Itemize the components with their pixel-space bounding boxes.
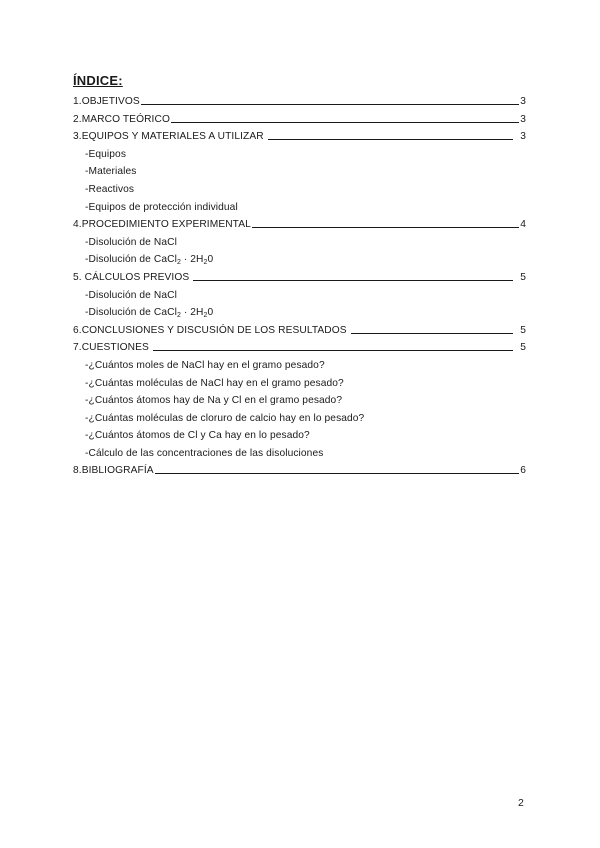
toc-entry-page: 6 (520, 465, 526, 477)
formula-text: 0 (207, 307, 214, 319)
toc-subentry-disolucion-cacl2[interactable] (73, 304, 526, 322)
toc-leader-line (252, 216, 519, 228)
toc-leader-line (351, 322, 514, 334)
toc-subentry-question[interactable]: -¿Cuántas moléculas de cloruro de calcio hay en lo pesado? (85, 412, 365, 424)
formula-text: 0 (207, 254, 214, 266)
toc-entry-marco-teorico[interactable] (73, 111, 526, 129)
toc-leader-line (153, 339, 513, 351)
toc-subentry-disolucion-cacl2[interactable] (73, 251, 526, 269)
toc-entry-label: 4.PROCEDIMIENTO EXPERIMENTAL (73, 219, 251, 231)
toc-subentry-reactivos[interactable]: -Reactivos (85, 183, 135, 195)
toc-entry-objetivos[interactable] (73, 93, 526, 111)
toc-leader-line (141, 93, 519, 105)
formula-text: -Disolución de CaCl (85, 307, 177, 319)
formula-subscript: 2 (203, 259, 208, 267)
formula-subscript: 2 (176, 312, 181, 320)
toc-leader-line (155, 462, 520, 474)
toc-entry-label: 5. CÁLCULOS PREVIOS (73, 271, 190, 283)
toc-subentry-disolucion-nacl[interactable]: -Disolución de NaCl (85, 289, 177, 301)
toc-subentry-epi[interactable]: -Equipos de protección individual (85, 201, 238, 213)
toc-entry-page: 3 (520, 131, 526, 143)
formula-text: · 2H (180, 307, 204, 319)
toc-leader-line (268, 128, 514, 140)
formula-subscript: 2 (203, 312, 208, 320)
toc-entry-bibliografia[interactable] (73, 462, 526, 480)
toc-subentry-question[interactable]: -¿Cuántos átomos de Cl y Ca hay en lo pesado? (85, 430, 310, 442)
formula-subscript: 2 (176, 259, 181, 267)
toc-subentry-question[interactable]: -Cálculo de las concentraciones de las disoluciones (85, 447, 324, 459)
toc-title: ÍNDICE: (73, 73, 123, 88)
toc-subentry-question[interactable]: -¿Cuántos moles de NaCl hay en el gramo pesado? (85, 359, 325, 371)
toc-entry-page: 5 (520, 271, 526, 283)
toc-entry-label: 2.MARCO TEÓRICO (73, 113, 170, 125)
toc-entry-page: 5 (520, 342, 526, 354)
toc-entry-label: 8.BIBLIOGRAFÍA (73, 465, 154, 477)
toc-entry-procedimiento[interactable] (73, 216, 526, 234)
page-number: 2 (518, 797, 524, 809)
toc-entry-label: 6.CONCLUSIONES Y DISCUSIÓN DE LOS RESULTADOS (73, 324, 347, 336)
toc-subentry-materiales[interactable]: -Materiales (85, 166, 137, 178)
table-of-contents (73, 93, 526, 480)
toc-entry-page: 5 (520, 324, 526, 336)
formula-text: · 2H (180, 254, 204, 266)
toc-entry-cuestiones[interactable] (73, 339, 526, 357)
toc-entry-page: 3 (520, 113, 526, 125)
toc-entry-label: 3.EQUIPOS Y MATERIALES A UTILIZAR (73, 131, 264, 143)
toc-subentry-equipos[interactable]: -Equipos (85, 148, 127, 160)
toc-entry-page: 4 (520, 219, 526, 231)
toc-subentry-question[interactable]: -¿Cuántos átomos hay de Na y Cl en el gramo pesado? (85, 395, 343, 407)
toc-subentry-disolucion-nacl[interactable]: -Disolución de NaCl (85, 236, 177, 248)
toc-entry-conclusiones[interactable] (73, 322, 526, 340)
toc-entry-label: 7.CUESTIONES (73, 342, 149, 354)
formula-text: -Disolución de CaCl (85, 254, 177, 266)
toc-leader-line (171, 111, 519, 123)
toc-entry-calculos-previos[interactable] (73, 269, 526, 287)
toc-subentry-question[interactable]: -¿Cuántas moléculas de NaCl hay en el gramo pesado? (85, 377, 344, 389)
toc-entry-equipos-materiales[interactable] (73, 128, 526, 146)
toc-entry-page: 3 (520, 96, 526, 107)
toc-leader-line (193, 269, 513, 281)
toc-entry-label: 1.OBJETIVOS (73, 96, 140, 107)
